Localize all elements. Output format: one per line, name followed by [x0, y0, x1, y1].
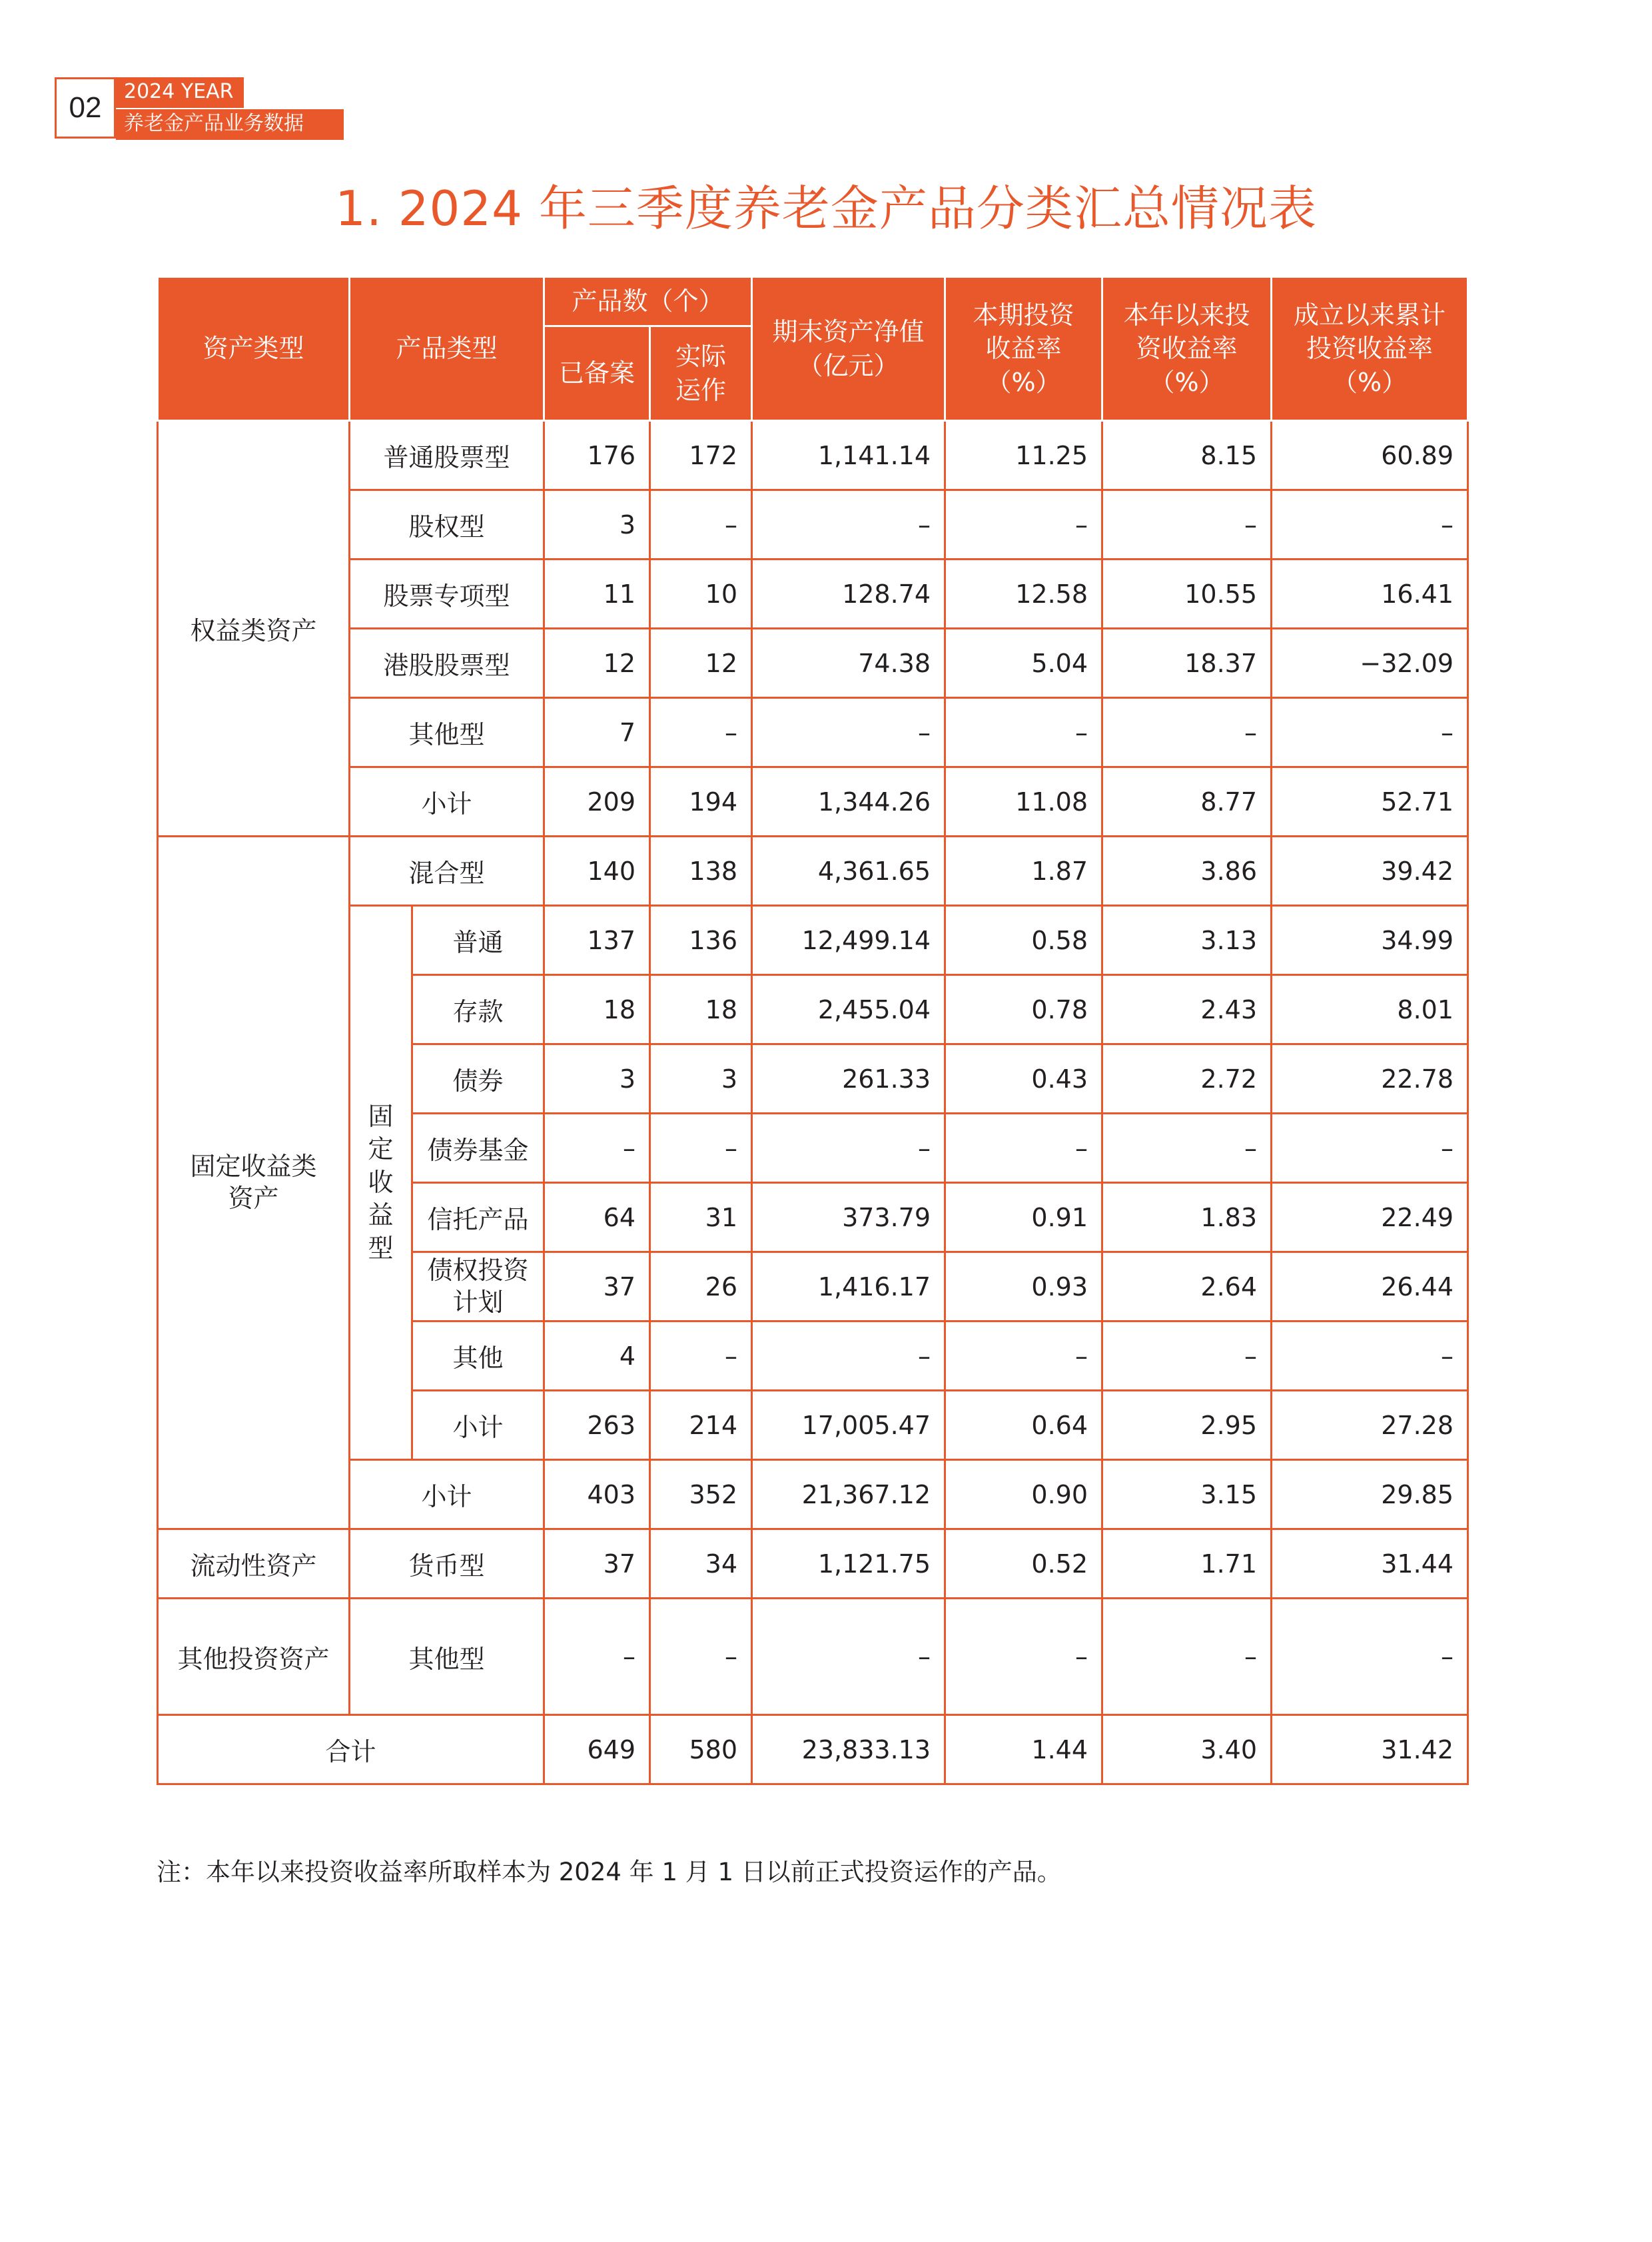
cell-filed: 209: [544, 767, 650, 837]
product-name: 普通股票型: [350, 421, 544, 490]
section-label: 养老金产品业务数据: [116, 109, 344, 140]
cell-filed: –: [544, 1599, 650, 1715]
cell-cumulative-return: –: [1272, 1114, 1468, 1183]
pension-product-table: [157, 276, 1469, 1785]
cell-period-return: 12.58: [945, 560, 1102, 629]
cell-filed: 7: [544, 698, 650, 767]
cell-net-value: 21,367.12: [752, 1460, 945, 1529]
product-name: 信托产品: [412, 1183, 544, 1252]
cell-operating: 10: [650, 560, 752, 629]
cell-cumulative-return: 8.01: [1272, 975, 1468, 1044]
cell-filed: 18: [544, 975, 650, 1044]
table-note: 注：本年以来投资收益率所取样本为 2024 年 1 月 1 日以前正式投资运作的产品。: [157, 1858, 1062, 1886]
table-row: [158, 906, 1468, 975]
cell-period-return: 11.25: [945, 421, 1102, 490]
cell-operating: 12: [650, 629, 752, 698]
cell-period-return: 0.93: [945, 1252, 1102, 1321]
cell-cumulative-return: 22.49: [1272, 1183, 1468, 1252]
cell-ytd-return: –: [1102, 490, 1272, 560]
cell-ytd-return: 10.55: [1102, 560, 1272, 629]
cell-operating: 136: [650, 906, 752, 975]
table-row: [158, 1529, 1468, 1599]
cell-operating: 352: [650, 1460, 752, 1529]
group-fixed-income-sub: 固定收益型: [350, 906, 412, 1460]
cell-ytd-return: 3.86: [1102, 837, 1272, 906]
cell-net-value: –: [752, 1599, 945, 1715]
page-badge: [55, 77, 344, 143]
group-liquidity: 流动性资产: [158, 1529, 350, 1599]
cell-operating: 3: [650, 1044, 752, 1114]
cell-period-return: –: [945, 1599, 1102, 1715]
cell-period-return: 0.90: [945, 1460, 1102, 1529]
cell-filed: 3: [544, 490, 650, 560]
cell-ytd-return: 2.72: [1102, 1044, 1272, 1114]
cell-period-return: 11.08: [945, 767, 1102, 837]
cell-net-value: 1,344.26: [752, 767, 945, 837]
product-name: 普通: [412, 906, 544, 975]
table-row: [158, 421, 1468, 490]
cell-cumulative-return: 26.44: [1272, 1252, 1468, 1321]
cell-period-return: –: [945, 1321, 1102, 1391]
cell-net-value: 12,499.14: [752, 906, 945, 975]
table-row: [158, 629, 1468, 698]
product-name: 股权型: [350, 490, 544, 560]
cell-operating: –: [650, 1114, 752, 1183]
cell-net-value: –: [752, 1114, 945, 1183]
cell-net-value: 23,833.13: [752, 1715, 945, 1784]
product-name: 债券: [412, 1044, 544, 1114]
group-other: 其他投资资产: [158, 1599, 350, 1715]
table-row-subtotal: [158, 1460, 1468, 1529]
cell-filed: 3: [544, 1044, 650, 1114]
cell-period-return: 0.78: [945, 975, 1102, 1044]
cell-ytd-return: 2.43: [1102, 975, 1272, 1044]
cell-ytd-return: –: [1102, 1321, 1272, 1391]
cell-period-return: 0.58: [945, 906, 1102, 975]
header-asset-type: 资产类型: [158, 277, 350, 421]
page-number: 02: [55, 77, 116, 139]
cell-filed: 137: [544, 906, 650, 975]
table-row: [158, 560, 1468, 629]
cell-filed: 37: [544, 1252, 650, 1321]
cell-filed: 263: [544, 1391, 650, 1460]
cell-net-value: –: [752, 1321, 945, 1391]
table-row-total: [158, 1715, 1468, 1784]
cell-ytd-return: 1.83: [1102, 1183, 1272, 1252]
cell-ytd-return: –: [1102, 1599, 1272, 1715]
cell-ytd-return: –: [1102, 1114, 1272, 1183]
table-row: [158, 698, 1468, 767]
cell-period-return: 5.04: [945, 629, 1102, 698]
cell-filed: 140: [544, 837, 650, 906]
cell-period-return: 1.87: [945, 837, 1102, 906]
header-cumulative-return: 成立以来累计投资收益率（%）: [1272, 277, 1468, 421]
cell-ytd-return: 1.71: [1102, 1529, 1272, 1599]
cell-operating: –: [650, 698, 752, 767]
header-product-type: 产品类型: [350, 277, 544, 421]
cell-net-value: –: [752, 698, 945, 767]
product-name: 混合型: [350, 837, 544, 906]
cell-operating: –: [650, 1599, 752, 1715]
year-label: 2024 YEAR: [116, 77, 244, 108]
cell-ytd-return: 18.37: [1102, 629, 1272, 698]
cell-filed: 4: [544, 1321, 650, 1391]
cell-ytd-return: 2.95: [1102, 1391, 1272, 1460]
product-name: 股票专项型: [350, 560, 544, 629]
cell-period-return: 1.44: [945, 1715, 1102, 1784]
header-filed: 已备案: [544, 326, 650, 421]
header-ytd-return: 本年以来投资收益率（%）: [1102, 277, 1272, 421]
cell-net-value: –: [752, 490, 945, 560]
table-row: [158, 490, 1468, 560]
cell-operating: 31: [650, 1183, 752, 1252]
cell-operating: 580: [650, 1715, 752, 1784]
cell-operating: –: [650, 1321, 752, 1391]
cell-net-value: 4,361.65: [752, 837, 945, 906]
cell-filed: 64: [544, 1183, 650, 1252]
product-name: 货币型: [350, 1529, 544, 1599]
cell-filed: 176: [544, 421, 650, 490]
product-name: 债权投资计划: [412, 1252, 544, 1321]
product-name: 小计: [350, 767, 544, 837]
cell-cumulative-return: 31.44: [1272, 1529, 1468, 1599]
table-row-subtotal: [158, 767, 1468, 837]
cell-filed: 11: [544, 560, 650, 629]
cell-cumulative-return: 60.89: [1272, 421, 1468, 490]
cell-filed: 649: [544, 1715, 650, 1784]
cell-filed: 12: [544, 629, 650, 698]
cell-net-value: 373.79: [752, 1183, 945, 1252]
cell-operating: 18: [650, 975, 752, 1044]
group-equity: 权益类资产: [158, 421, 350, 837]
cell-net-value: 1,121.75: [752, 1529, 945, 1599]
cell-operating: 214: [650, 1391, 752, 1460]
header-product-count: 产品数（个）: [544, 277, 752, 326]
table-row: [158, 837, 1468, 906]
cell-cumulative-return: 52.71: [1272, 767, 1468, 837]
cell-net-value: 74.38: [752, 629, 945, 698]
total-label: 合计: [158, 1715, 544, 1784]
cell-ytd-return: 2.64: [1102, 1252, 1272, 1321]
cell-ytd-return: –: [1102, 698, 1272, 767]
product-name: 小计: [350, 1460, 544, 1529]
cell-cumulative-return: 22.78: [1272, 1044, 1468, 1114]
cell-period-return: 0.64: [945, 1391, 1102, 1460]
cell-filed: –: [544, 1114, 650, 1183]
product-name: 港股股票型: [350, 629, 544, 698]
header-net-value: 期末资产净值（亿元）: [752, 277, 945, 421]
cell-filed: 403: [544, 1460, 650, 1529]
cell-net-value: 2,455.04: [752, 975, 945, 1044]
product-name: 其他: [412, 1321, 544, 1391]
cell-period-return: 0.91: [945, 1183, 1102, 1252]
cell-operating: 26: [650, 1252, 752, 1321]
cell-cumulative-return: −32.09: [1272, 629, 1468, 698]
header-operating: 实际运作: [650, 326, 752, 421]
cell-cumulative-return: 29.85: [1272, 1460, 1468, 1529]
cell-operating: 34: [650, 1529, 752, 1599]
cell-net-value: 1,416.17: [752, 1252, 945, 1321]
product-name: 其他型: [350, 698, 544, 767]
table-row: [158, 1599, 1468, 1715]
cell-ytd-return: 3.13: [1102, 906, 1272, 975]
cell-net-value: 17,005.47: [752, 1391, 945, 1460]
cell-period-return: –: [945, 698, 1102, 767]
cell-cumulative-return: 34.99: [1272, 906, 1468, 975]
cell-operating: –: [650, 490, 752, 560]
cell-net-value: 128.74: [752, 560, 945, 629]
cell-cumulative-return: –: [1272, 698, 1468, 767]
cell-ytd-return: 3.15: [1102, 1460, 1272, 1529]
cell-cumulative-return: 31.42: [1272, 1715, 1468, 1784]
cell-ytd-return: 8.77: [1102, 767, 1272, 837]
cell-operating: 194: [650, 767, 752, 837]
cell-cumulative-return: –: [1272, 1599, 1468, 1715]
product-name: 债券基金: [412, 1114, 544, 1183]
cell-cumulative-return: 27.28: [1272, 1391, 1468, 1460]
cell-operating: 172: [650, 421, 752, 490]
product-name: 小计: [412, 1391, 544, 1460]
header-period-return: 本期投资收益率（%）: [945, 277, 1102, 421]
cell-period-return: 0.52: [945, 1529, 1102, 1599]
product-name: 存款: [412, 975, 544, 1044]
cell-cumulative-return: 39.42: [1272, 837, 1468, 906]
cell-net-value: 261.33: [752, 1044, 945, 1114]
cell-filed: 37: [544, 1529, 650, 1599]
cell-period-return: 0.43: [945, 1044, 1102, 1114]
cell-net-value: 1,141.14: [752, 421, 945, 490]
cell-cumulative-return: 16.41: [1272, 560, 1468, 629]
section-header: [116, 77, 344, 143]
cell-period-return: –: [945, 1114, 1102, 1183]
product-name: 其他型: [350, 1599, 544, 1715]
page-title: 1. 2024 年三季度养老金产品分类汇总情况表: [335, 181, 1317, 236]
cell-ytd-return: 8.15: [1102, 421, 1272, 490]
group-fixed-income: 固定收益类资产: [158, 837, 350, 1529]
cell-period-return: –: [945, 490, 1102, 560]
cell-ytd-return: 3.40: [1102, 1715, 1272, 1784]
cell-operating: 138: [650, 837, 752, 906]
cell-cumulative-return: –: [1272, 490, 1468, 560]
cell-cumulative-return: –: [1272, 1321, 1468, 1391]
